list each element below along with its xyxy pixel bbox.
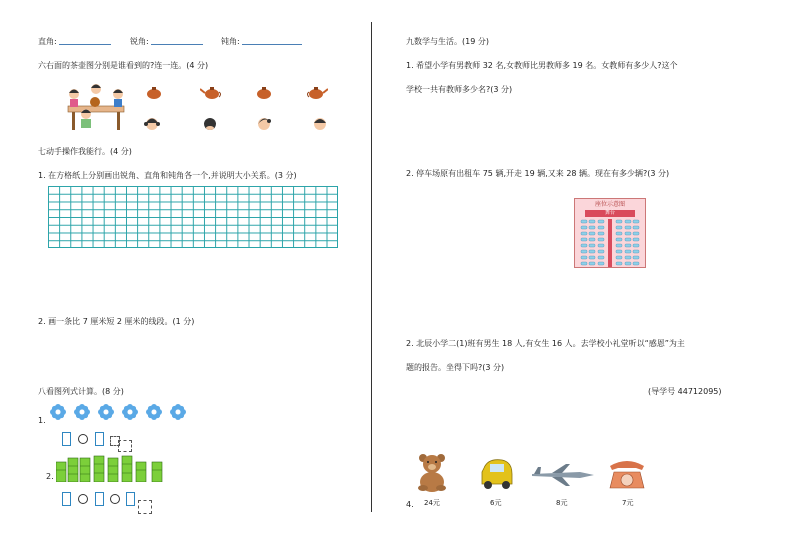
telephone-icon bbox=[606, 458, 648, 490]
dashed-box[interactable] bbox=[118, 440, 132, 452]
teddy-bear-icon bbox=[414, 452, 450, 492]
section7-q1: 1. 在方格纸上分别画出锐角、直角和钝角各一个,并说明大小关系。(3 分) bbox=[38, 171, 297, 180]
guide-number: (导学号 44712095) bbox=[648, 387, 722, 396]
section9-q1-line1: 1. 希望小学有男教师 32 名,女教师比男教师多 19 名。女教师有多少人?这个 bbox=[406, 61, 678, 70]
section9-q4-number: 4. bbox=[406, 500, 414, 509]
dashed-box[interactable] bbox=[138, 500, 152, 514]
operator-circle[interactable] bbox=[78, 434, 88, 444]
price-toy-car: 6元 bbox=[490, 499, 502, 507]
answer-box[interactable] bbox=[95, 432, 104, 446]
answer-box[interactable] bbox=[62, 492, 71, 506]
section9-title: 九数学与生活。(19 分) bbox=[406, 37, 489, 46]
teapot-spout-right-icon bbox=[306, 86, 328, 100]
operator-circle[interactable] bbox=[110, 494, 120, 504]
flower-icon bbox=[170, 404, 186, 420]
section7-title: 七动手操作我能行。(4 分) bbox=[38, 147, 132, 156]
section9-q1-line2: 学校一共有教师多少名?(3 分) bbox=[406, 85, 513, 94]
flower-icon bbox=[74, 404, 90, 420]
section9-q3-line1: 2. 北辰小学二(1)班有男生 18 人,有女生 16 人。去学校小礼堂听以“感恩”为主 bbox=[406, 339, 685, 348]
section8-q2-number: 2. bbox=[46, 472, 54, 481]
answer-box[interactable] bbox=[62, 432, 71, 446]
acute-angle-label: 锐角: bbox=[130, 36, 203, 47]
column-divider bbox=[371, 22, 372, 512]
child-face-boy-icon bbox=[312, 116, 328, 131]
section9-q2: 2. 停车场原有出租车 75 辆,开走 19 辆,又来 28 辆。现在有多少辆?(3 分) bbox=[406, 169, 670, 178]
operator-circle[interactable] bbox=[78, 494, 88, 504]
flower-icon bbox=[122, 404, 138, 420]
section8-title: 八看图列式计算。(8 分) bbox=[38, 387, 124, 396]
answer-box[interactable] bbox=[95, 492, 104, 506]
children-table-illustration bbox=[60, 84, 132, 132]
grid-paper[interactable] bbox=[48, 186, 338, 248]
flower-icon bbox=[146, 404, 162, 420]
obtuse-angle-blank[interactable] bbox=[242, 37, 302, 45]
section9-q3-line2: 题的报告。坐得下吗?(3 分) bbox=[406, 363, 505, 372]
price-jet-plane: 8元 bbox=[556, 499, 568, 507]
flower-icon bbox=[98, 404, 114, 420]
teapot-front-icon bbox=[146, 86, 162, 100]
seat-chart-stage: 舞台 bbox=[585, 210, 635, 217]
flower-icon bbox=[50, 404, 66, 420]
section8-q1-number: 1. bbox=[38, 416, 46, 425]
teapot-back-icon bbox=[256, 86, 272, 100]
seat-grid bbox=[579, 219, 643, 267]
toy-car-icon bbox=[478, 458, 516, 490]
section6-title: 六右面的茶壶图分别是谁看到的?连一连。(4 分) bbox=[38, 61, 209, 70]
child-face-girl-icon bbox=[144, 116, 160, 131]
teapot-spout-left-icon bbox=[200, 86, 222, 100]
acute-angle-blank[interactable] bbox=[151, 37, 203, 45]
section7-q2: 2. 画一条比 7 厘米短 2 厘米的线段。(1 分) bbox=[38, 317, 195, 326]
price-teddy-bear: 24元 bbox=[424, 499, 440, 507]
seat-chart-title: 座位示意图 bbox=[594, 201, 625, 208]
right-angle-blank[interactable] bbox=[59, 37, 111, 45]
child-face-back-icon bbox=[202, 116, 218, 131]
seat-chart bbox=[574, 198, 646, 268]
right-angle-label: 直角: bbox=[38, 36, 111, 47]
price-telephone: 7元 bbox=[622, 499, 634, 507]
child-face-side-icon bbox=[256, 116, 272, 131]
cube-stacks-illustration bbox=[56, 452, 176, 482]
jet-plane-icon bbox=[530, 462, 596, 488]
obtuse-angle-label: 钝角: bbox=[221, 36, 302, 47]
answer-box[interactable] bbox=[126, 492, 135, 506]
